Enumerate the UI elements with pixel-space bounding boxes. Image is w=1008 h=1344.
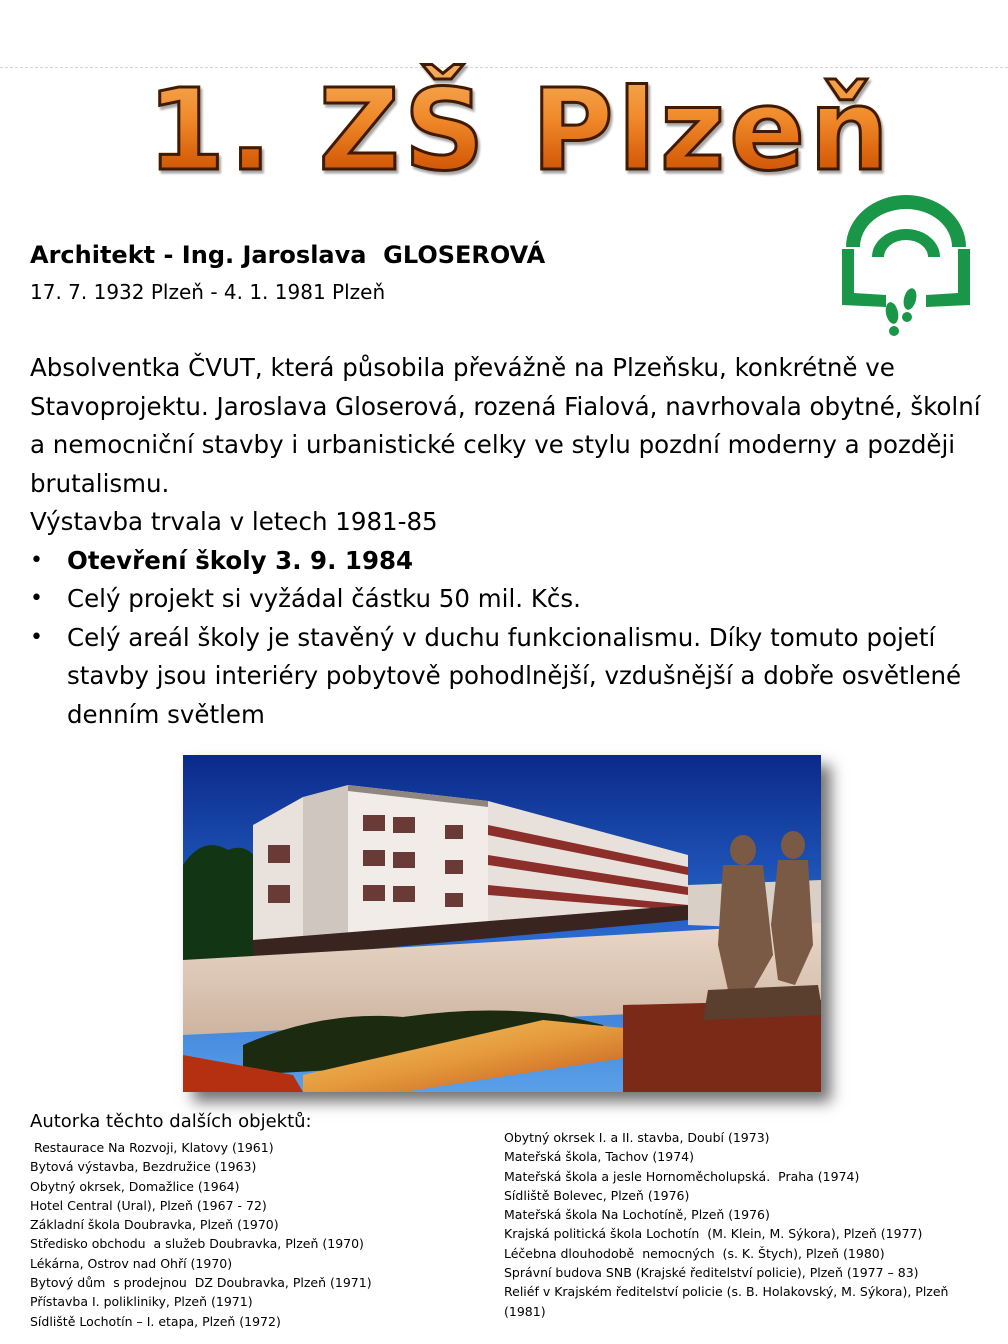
list-item: Přístavba I. polikliniky, Plzeň (1971) [30, 1294, 253, 1310]
list-item [30, 580, 990, 619]
list-item: Obytný okrsek, Domažlice (1964) [30, 1178, 240, 1194]
fact-list [30, 542, 990, 735]
list-item: Restaurace Na Rozvoji, Klatovy (1961) [30, 1140, 274, 1155]
architect-heading: Architekt - Ing. Jaroslava GLOSEROVÁ [30, 241, 546, 269]
bullet-icon: • [30, 624, 43, 650]
list-item: Léčebna dlouhodobě nemocných (s. K. Štych), Plzeň (1980) [504, 1245, 885, 1261]
list-item: Bytový dům s prodejnou DZ Doubravka, Plzeň (1971) [30, 1275, 372, 1291]
list-item [30, 619, 990, 735]
bio-paragraph: Absolventka ČVUT, která působila převážně na Plzeňsku, konkrétně ve Stavoprojektu. Jaroslava Gloserová, rozená Fialová, navrhovala obytné, školní a nemocniční stavby i urbanistické celky ve stylu pozdní moderny a později brutalismu. [30, 353, 981, 498]
list-item: Hotel Central (Ural), Plzeň (1967 - 72) [30, 1197, 267, 1213]
list-item: Mateřská škola, Tachov (1974) [504, 1149, 694, 1165]
list-item: Lékárna, Ostrov nad Ohří (1970) [30, 1255, 233, 1271]
architect-dates: 17. 7. 1932 Plzeň - 4. 1. 1981 Plzeň [30, 280, 386, 304]
list-item: Sídliště Bolevec, Plzeň (1976) [504, 1187, 690, 1203]
list-item: Středisko obchodu a služeb Doubravka, Plzeň (1970) [30, 1236, 364, 1252]
list-item: Obytný okrsek I. a II. stavba, Doubí (1973) [504, 1130, 770, 1145]
construction-line: Výstavba trvala v letech 1981-85 [30, 507, 438, 536]
school-logo [840, 195, 972, 340]
body-text [30, 349, 990, 734]
list-item [30, 542, 990, 581]
list-item: Bytová výstavba, Bezdružice (1963) [30, 1159, 257, 1175]
works-list-left [30, 1138, 372, 1331]
list-item: Mateřská škola a jesle Hornoměcholupská. Praha (1974) [504, 1168, 860, 1184]
functionalism-note: Celý areál školy je stavěný v duchu funkcionalismu. Díky tomuto pojetí stavby jsou interiéry pobytově pohodlnější, vzdušnější a dobře osvětlené denním světlem [67, 622, 962, 729]
list-item: Krajská politická škola Lochotín (M. Klein, M. Sýkora), Plzeň (1977) [504, 1226, 923, 1242]
list-item: Správní budova SNB (Krajské ředitelství policie), Plzeň (1977 – 83) [504, 1265, 919, 1281]
list-item: Základní škola Doubravka, Plzeň (1970) [30, 1217, 279, 1233]
bullet-icon: • [30, 586, 43, 611]
opening-date: Otevření školy 3. 9. 1984 [67, 545, 414, 575]
list-item: Sídliště Lochotín – I. etapa, Plzeň (1972) [30, 1313, 281, 1329]
works-list-right [504, 1128, 974, 1321]
bullet-icon: • [30, 547, 43, 573]
list-item: Mateřská škola Na Lochotíně, Plzeň (1976) [504, 1207, 770, 1223]
school-building-photo [183, 755, 821, 1092]
page-title: 1. ZŠ Plzeň [0, 66, 1008, 196]
list-item: Reliéf v Krajském ředitelství policie (s. B. Holakovský, M. Sýkora), Plzeň (1981) [504, 1284, 949, 1319]
project-cost: Celý projekt si vyžádal částku 50 mil. Kčs. [67, 584, 581, 613]
other-works-heading: Autorka těchto dalších objektů: [30, 1111, 312, 1132]
